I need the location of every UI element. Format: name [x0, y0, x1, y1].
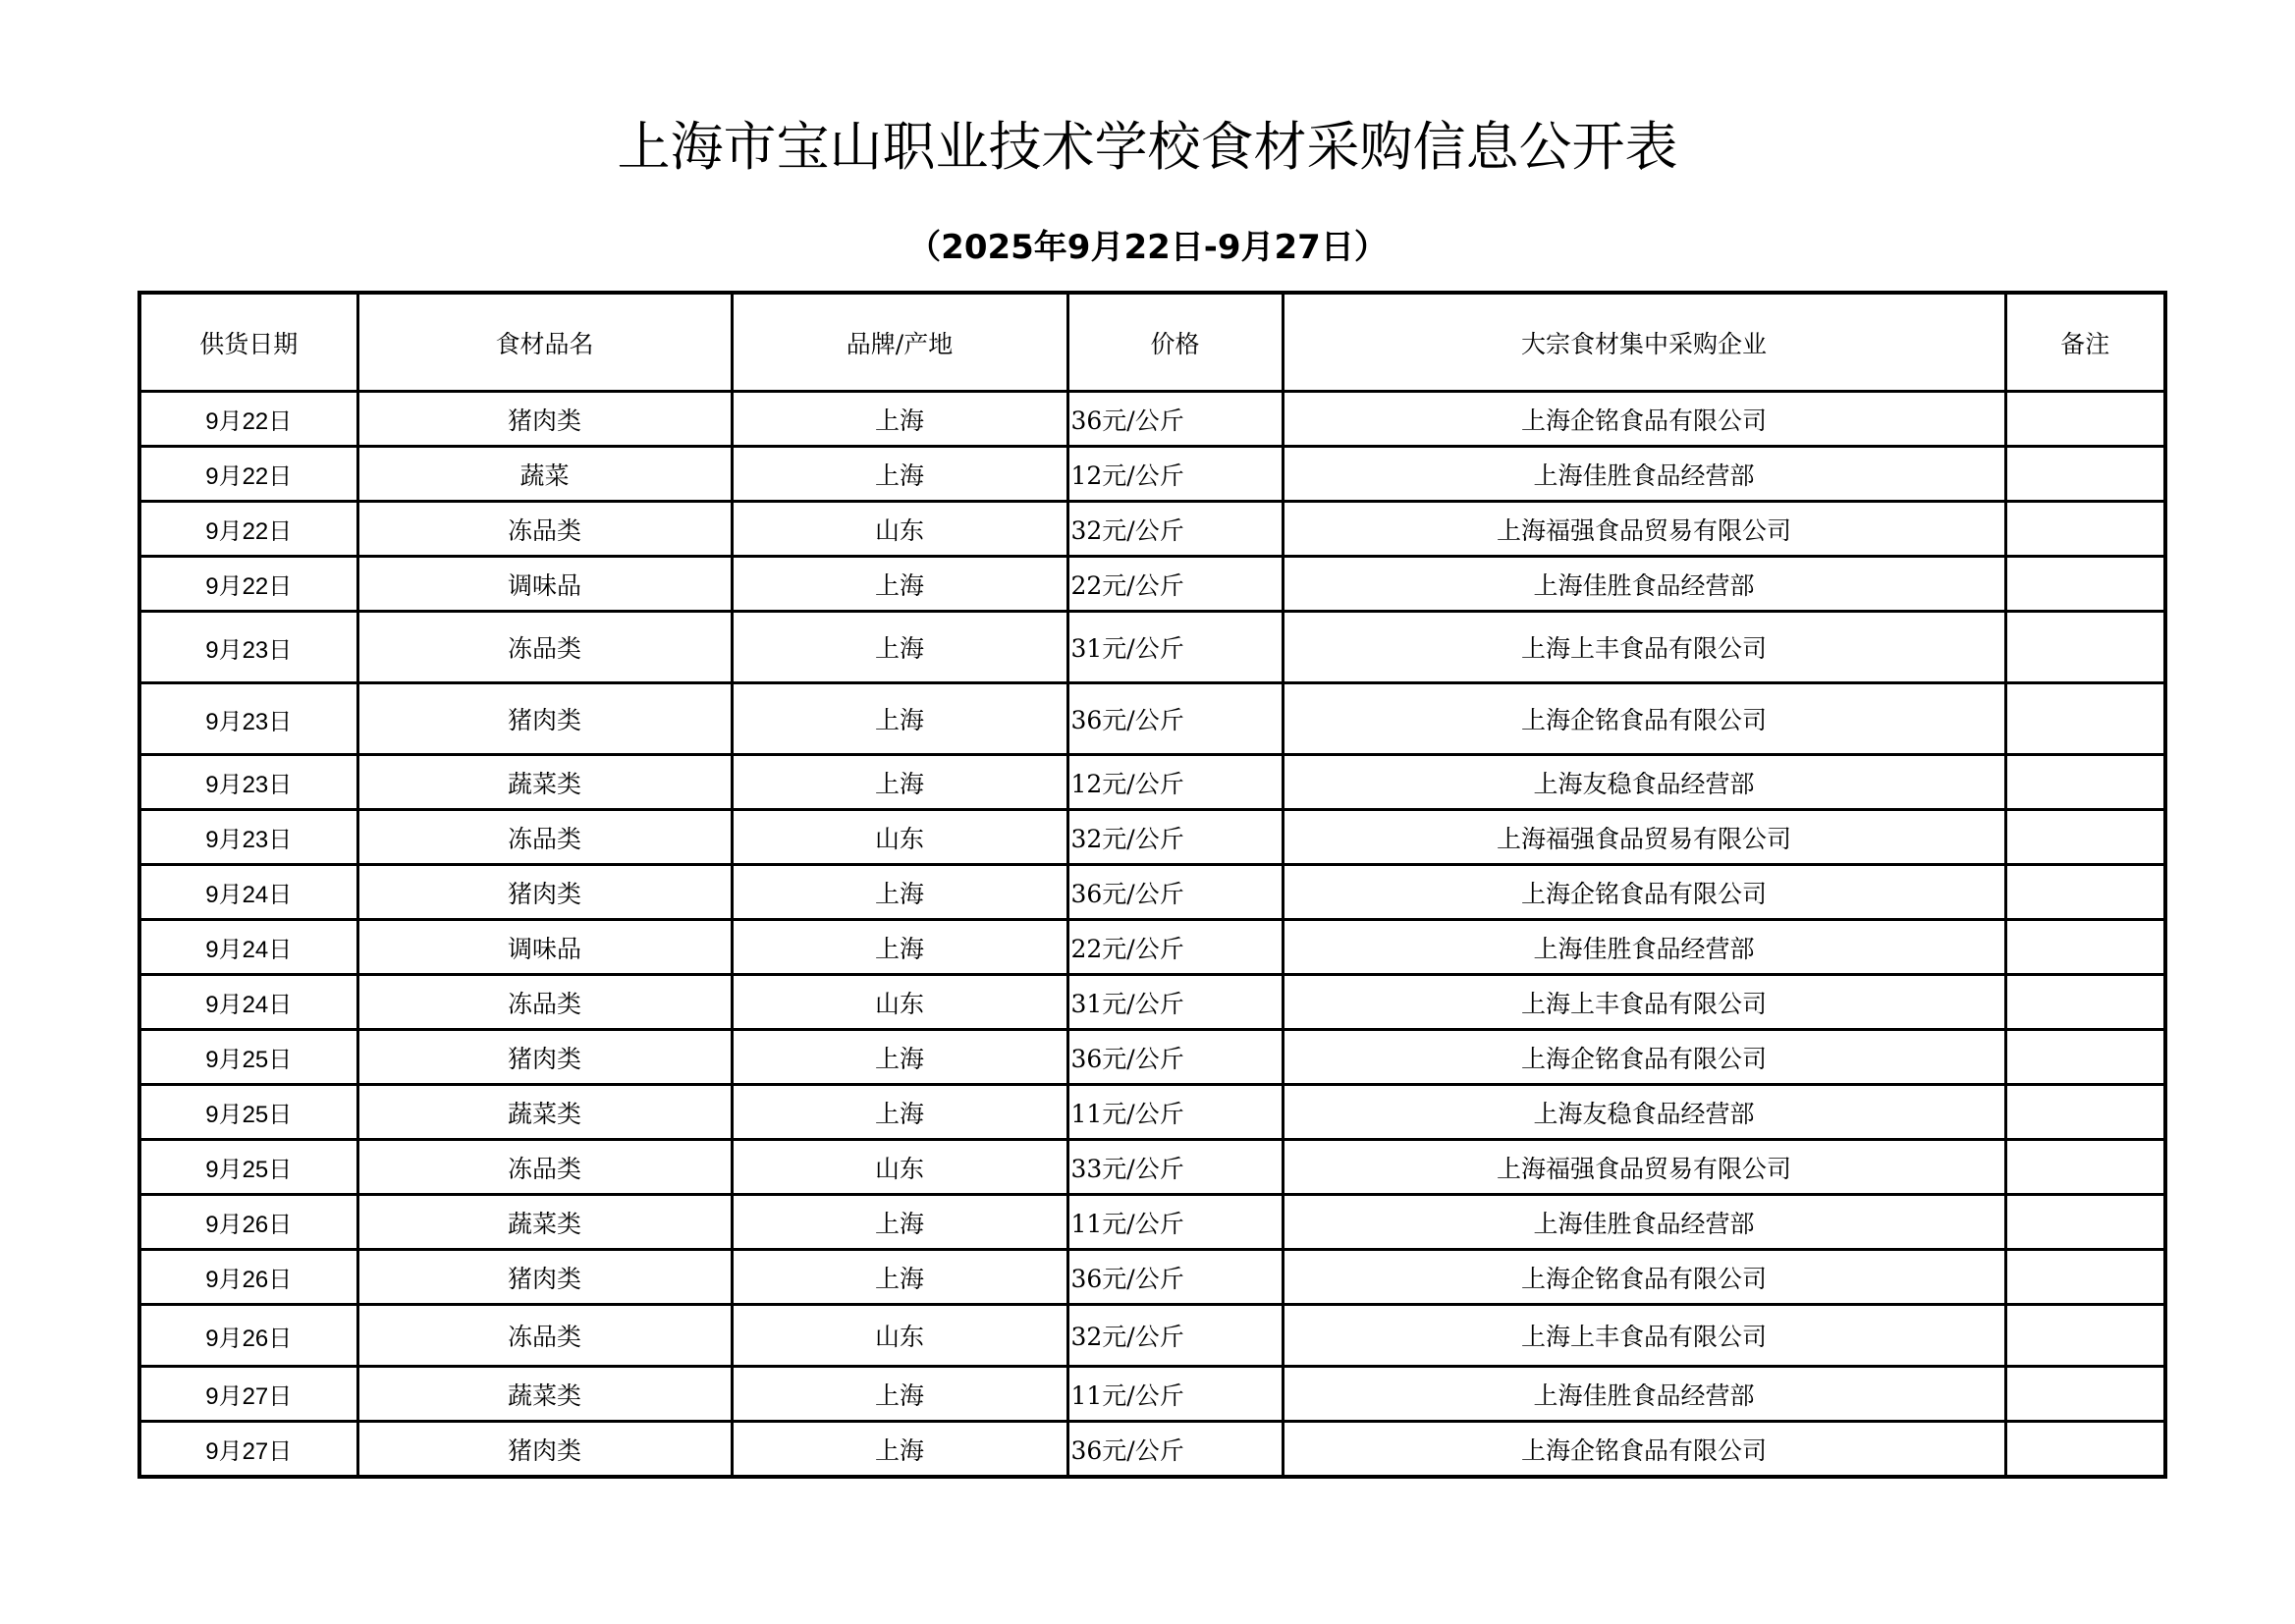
table-row — [139, 1422, 2165, 1478]
cell-origin: 上海 — [732, 1422, 1067, 1478]
cell-price: 31元/公斤 — [1067, 975, 1283, 1030]
header-item: 食材品名 — [357, 293, 732, 392]
cell-item: 冻品类 — [357, 1305, 732, 1367]
table-row — [139, 1250, 2165, 1305]
cell-price: 33元/公斤 — [1067, 1140, 1283, 1195]
cell-item: 蔬菜类 — [357, 755, 732, 810]
cell-note — [2005, 755, 2165, 810]
cell-item: 调味品 — [357, 920, 732, 975]
cell-origin: 上海 — [732, 1367, 1067, 1422]
table-row — [139, 612, 2165, 683]
cell-origin: 上海 — [732, 1250, 1067, 1305]
cell-item: 冻品类 — [357, 502, 732, 557]
cell-date: 9月24日 — [139, 975, 357, 1030]
cell-note — [2005, 502, 2165, 557]
table-row — [139, 683, 2165, 755]
cell-price: 36元/公斤 — [1067, 392, 1283, 447]
cell-price: 11元/公斤 — [1067, 1195, 1283, 1250]
table-row — [139, 392, 2165, 447]
header-supplier: 大宗食材集中采购企业 — [1283, 293, 2005, 392]
header-note: 备注 — [2005, 293, 2165, 392]
table-row — [139, 1367, 2165, 1422]
cell-note — [2005, 865, 2165, 920]
cell-date: 9月22日 — [139, 502, 357, 557]
cell-note — [2005, 810, 2165, 865]
cell-note — [2005, 1250, 2165, 1305]
cell-origin: 山东 — [732, 1140, 1067, 1195]
cell-origin: 上海 — [732, 1030, 1067, 1085]
cell-item: 冻品类 — [357, 612, 732, 683]
cell-supplier: 上海福强食品贸易有限公司 — [1283, 502, 2005, 557]
page-title: 上海市宝山职业技术学校食材采购信息公开表 — [617, 116, 1678, 178]
cell-date: 9月23日 — [139, 683, 357, 755]
cell-note — [2005, 557, 2165, 612]
table-row — [139, 1085, 2165, 1140]
cell-date: 9月26日 — [139, 1305, 357, 1367]
cell-price: 32元/公斤 — [1067, 1305, 1283, 1367]
table-row — [139, 1195, 2165, 1250]
cell-item: 猪肉类 — [357, 683, 732, 755]
cell-supplier: 上海上丰食品有限公司 — [1283, 612, 2005, 683]
cell-price: 36元/公斤 — [1067, 1422, 1283, 1478]
cell-origin: 上海 — [732, 557, 1067, 612]
cell-date: 9月25日 — [139, 1140, 357, 1195]
cell-item: 猪肉类 — [357, 392, 732, 447]
cell-item: 猪肉类 — [357, 865, 732, 920]
cell-date: 9月27日 — [139, 1367, 357, 1422]
cell-item: 冻品类 — [357, 810, 732, 865]
cell-date: 9月23日 — [139, 810, 357, 865]
cell-note — [2005, 1305, 2165, 1367]
cell-origin: 山东 — [732, 810, 1067, 865]
cell-date: 9月23日 — [139, 755, 357, 810]
cell-item: 猪肉类 — [357, 1422, 732, 1478]
cell-origin: 上海 — [732, 1195, 1067, 1250]
cell-date: 9月25日 — [139, 1085, 357, 1140]
cell-supplier: 上海佳胜食品经营部 — [1283, 1195, 2005, 1250]
cell-date: 9月24日 — [139, 865, 357, 920]
table-row — [139, 810, 2165, 865]
cell-origin: 上海 — [732, 865, 1067, 920]
cell-supplier: 上海友稳食品经营部 — [1283, 1085, 2005, 1140]
cell-note — [2005, 1085, 2165, 1140]
cell-price: 12元/公斤 — [1067, 755, 1283, 810]
cell-price: 36元/公斤 — [1067, 683, 1283, 755]
cell-note — [2005, 1030, 2165, 1085]
cell-item: 蔬菜类 — [357, 1195, 732, 1250]
cell-item: 蔬菜 — [357, 447, 732, 502]
header-origin: 品牌/产地 — [732, 293, 1067, 392]
table-row — [139, 502, 2165, 557]
cell-supplier: 上海佳胜食品经营部 — [1283, 557, 2005, 612]
table-row — [139, 975, 2165, 1030]
header-date: 供货日期 — [139, 293, 357, 392]
table-row — [139, 1030, 2165, 1085]
cell-item: 猪肉类 — [357, 1250, 732, 1305]
cell-note — [2005, 975, 2165, 1030]
cell-supplier: 上海福强食品贸易有限公司 — [1283, 810, 2005, 865]
cell-supplier: 上海佳胜食品经营部 — [1283, 1367, 2005, 1422]
table-row — [139, 755, 2165, 810]
cell-date: 9月24日 — [139, 920, 357, 975]
cell-date: 9月23日 — [139, 612, 357, 683]
cell-item: 蔬菜类 — [357, 1085, 732, 1140]
cell-price: 22元/公斤 — [1067, 557, 1283, 612]
cell-origin: 上海 — [732, 683, 1067, 755]
table-header-row — [139, 293, 2165, 392]
cell-price: 32元/公斤 — [1067, 502, 1283, 557]
cell-price: 36元/公斤 — [1067, 1030, 1283, 1085]
table-row — [139, 557, 2165, 612]
cell-item: 冻品类 — [357, 1140, 732, 1195]
cell-date: 9月25日 — [139, 1030, 357, 1085]
procurement-table — [137, 291, 2167, 1479]
cell-price: 22元/公斤 — [1067, 920, 1283, 975]
cell-supplier: 上海企铭食品有限公司 — [1283, 1250, 2005, 1305]
cell-price: 11元/公斤 — [1067, 1367, 1283, 1422]
cell-supplier: 上海企铭食品有限公司 — [1283, 865, 2005, 920]
cell-note — [2005, 392, 2165, 447]
cell-supplier: 上海企铭食品有限公司 — [1283, 1422, 2005, 1478]
cell-item: 蔬菜类 — [357, 1367, 732, 1422]
cell-note — [2005, 1422, 2165, 1478]
table-row — [139, 865, 2165, 920]
cell-origin: 上海 — [732, 1085, 1067, 1140]
table-row — [139, 1140, 2165, 1195]
cell-origin: 上海 — [732, 755, 1067, 810]
cell-origin: 山东 — [732, 975, 1067, 1030]
cell-item: 冻品类 — [357, 975, 732, 1030]
cell-supplier: 上海上丰食品有限公司 — [1283, 1305, 2005, 1367]
cell-note — [2005, 612, 2165, 683]
cell-origin: 山东 — [732, 1305, 1067, 1367]
cell-supplier: 上海上丰食品有限公司 — [1283, 975, 2005, 1030]
cell-supplier: 上海企铭食品有限公司 — [1283, 392, 2005, 447]
cell-date: 9月22日 — [139, 557, 357, 612]
cell-price: 12元/公斤 — [1067, 447, 1283, 502]
cell-note — [2005, 447, 2165, 502]
cell-supplier: 上海佳胜食品经营部 — [1283, 920, 2005, 975]
cell-supplier: 上海企铭食品有限公司 — [1283, 683, 2005, 755]
cell-origin: 上海 — [732, 920, 1067, 975]
cell-origin: 上海 — [732, 392, 1067, 447]
table-row — [139, 920, 2165, 975]
cell-price: 31元/公斤 — [1067, 612, 1283, 683]
table-row — [139, 447, 2165, 502]
cell-date: 9月22日 — [139, 447, 357, 502]
cell-note — [2005, 1195, 2165, 1250]
cell-supplier: 上海佳胜食品经营部 — [1283, 447, 2005, 502]
cell-supplier: 上海企铭食品有限公司 — [1283, 1030, 2005, 1085]
cell-note — [2005, 1140, 2165, 1195]
cell-item: 调味品 — [357, 557, 732, 612]
cell-date: 9月27日 — [139, 1422, 357, 1478]
cell-origin: 山东 — [732, 502, 1067, 557]
cell-price: 32元/公斤 — [1067, 810, 1283, 865]
cell-origin: 上海 — [732, 612, 1067, 683]
cell-supplier: 上海福强食品贸易有限公司 — [1283, 1140, 2005, 1195]
cell-price: 36元/公斤 — [1067, 1250, 1283, 1305]
cell-price: 36元/公斤 — [1067, 865, 1283, 920]
cell-price: 11元/公斤 — [1067, 1085, 1283, 1140]
cell-origin: 上海 — [732, 447, 1067, 502]
cell-supplier: 上海友稳食品经营部 — [1283, 755, 2005, 810]
header-price: 价格 — [1067, 293, 1283, 392]
cell-item: 猪肉类 — [357, 1030, 732, 1085]
cell-note — [2005, 1367, 2165, 1422]
cell-note — [2005, 683, 2165, 755]
table-row — [139, 1305, 2165, 1367]
date-range-subtitle: （2025年9月22日-9月27日） — [907, 228, 1388, 267]
cell-date: 9月26日 — [139, 1195, 357, 1250]
cell-date: 9月26日 — [139, 1250, 357, 1305]
cell-note — [2005, 920, 2165, 975]
cell-date: 9月22日 — [139, 392, 357, 447]
